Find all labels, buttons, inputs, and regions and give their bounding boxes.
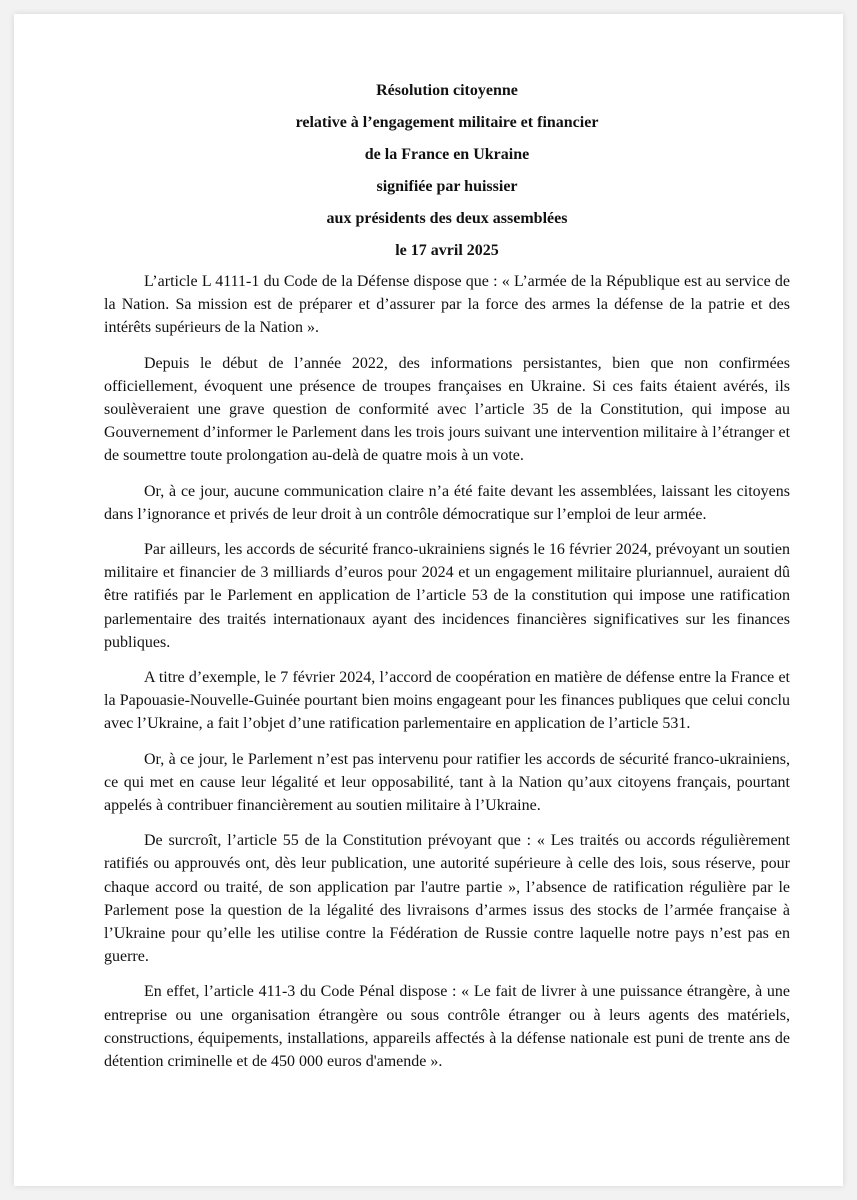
paragraph-article-55: De surcroît, l’article 55 de la Constitution prévoyant que : « Les traités ou accords régulièrement ratifiés ou approuvés ont, dès leur publication, une autorité supérieure à celle des lois, sous réserve, pour chaque accord ou traité, de son application par l'autre partie », l’absence de ratification régulière par le Parlement pose la question de la légalité des livraisons d’armes issus des stocks de l’armée française à l’Ukraine pour qu’elle les utilise contre la Fédération de Russie contre laquelle notre pays n’est pas en guerre. [104, 832, 790, 966]
title-date: le 17 avril 2025 [395, 242, 499, 259]
title-line-5: aux présidents des deux assemblées [326, 210, 568, 227]
document-title [104, 75, 790, 267]
title-line-2: relative à l’engagement militaire et financier [295, 114, 599, 131]
title-line-4: signifiée par huissier [376, 178, 518, 195]
paragraph-code-penal: En effet, l’article 411-3 du Code Pénal dispose : « Le fait de livrer à une puissance étrangère, à une entreprise ou une organisation étrangère ou sous contrôle étranger ou à leurs agents des matériels, constructions, équipements, installations, appareils affectés à la défense nationale est puni de trente ans de détention criminelle et de 450 000 euros d'amende ». [104, 983, 790, 1071]
paragraph-accords-securite: Par ailleurs, les accords de sécurité franco-ukrainiens signés le 16 février 2024, prévoyant un soutien militaire et financier de 3 milliards d’euros pour 2024 et un engagement militaire pluriannuel, auraient dû être ratifiés par le Parlement en application de l’article 53 de la constitution qui impose une ratification parlementaire des traités internationaux ayant des incidences financières significatives sur les finances publiques. [104, 541, 790, 651]
title-line-1: Résolution citoyenne [376, 82, 518, 99]
title-line-3: de la France en Ukraine [364, 146, 530, 163]
paragraph-absence-communication: Or, à ce jour, aucune communication claire n’a été faite devant les assemblées, laissant les citoyens dans l’ignorance et privés de leur droit à un contrôle démocratique sur l’emploi de leur armée. [104, 482, 790, 523]
paragraph-troupes-ukraine: Depuis le début de l’année 2022, des informations persistantes, bien que non confirmées officiellement, évoquent une présence de troupes françaises en Ukraine. Si ces faits étaient avérés, ils soulèveraient une grave question de conformité avec l’article 35 de la Constitution, qui impose au Gouvernement d’informer le Parlement dans les trois jours suivant une intervention militaire à l’étranger et de soumettre toute prolongation au-delà de quatre mois à un vote. [104, 354, 791, 465]
document-content [104, 75, 790, 1085]
paragraph-exemple-papouasie: A titre d’exemple, le 7 février 2024, l’accord de coopération en matière de défense entre la France et la Papouasie-Nouvelle-Guinée pourtant bien moins engageant pour les finances publiques que celui conclu avec l’Ukraine, a fait l’objet d’une ratification parlementaire en application de l’article 531. [104, 669, 790, 733]
paragraph-code-defense: L’article L 4111-1 du Code de la Défense dispose que : « L’armée de la République est au service de la Nation. Sa mission est de préparer et d’assurer par la force des armes la défense de la patrie et des intérêts supérieurs de la Nation ». [104, 273, 790, 337]
paragraph-absence-ratification: Or, à ce jour, le Parlement n’est pas intervenu pour ratifier les accords de sécurité franco-ukrainiens, ce qui met en cause leur légalité et leur opposabilité, tant à la Nation qu’aux citoyens français, pourtant appelés à contribuer financièrement au soutien militaire à l’Ukraine. [104, 750, 790, 815]
document-page [14, 14, 843, 1186]
